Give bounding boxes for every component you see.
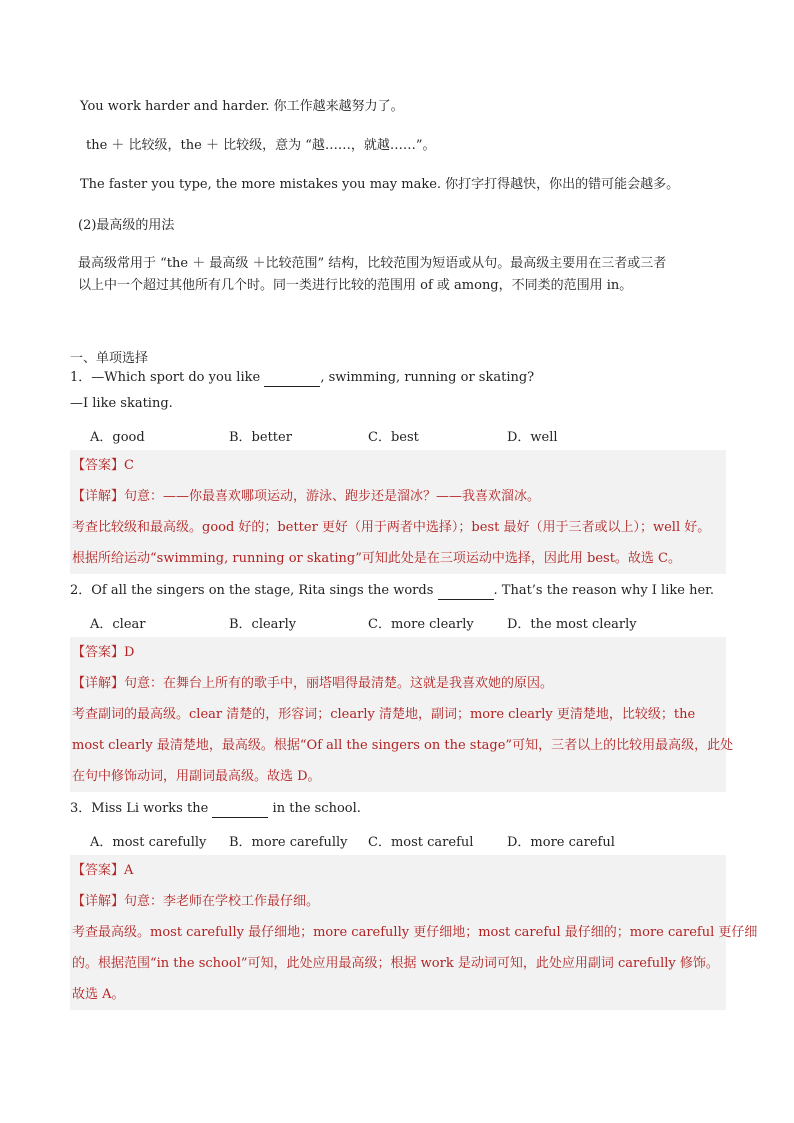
stem-text: in the school. — [268, 801, 361, 816]
answer-row — [72, 855, 726, 886]
stem-text: . That’s the reason why I like her. — [493, 583, 715, 598]
intro-line-2: the ＋ 比较级，the ＋ 比较级，意为 “越……，就越……”。 — [86, 138, 436, 153]
detail-row: 根据所给运动“swimming, running or skating”可知此处是在三项运动中选择，因此用 best。故选 C。 — [72, 551, 682, 566]
detail-row: 考查最高级。most carefully 最仔细地；more carefully 更仔细地；most careful 最仔细的；more careful 更仔细 — [72, 925, 758, 940]
option-c: C．more clearly — [368, 617, 474, 632]
question-1-solution — [70, 450, 726, 574]
detail-row: 故选 A。 — [72, 987, 125, 1002]
question-2-stem — [70, 582, 714, 600]
superlative-paragraph — [78, 253, 666, 297]
detail-label: 【详解】 — [72, 894, 125, 909]
stem-text: 1．—Which sport do you like — [70, 370, 265, 385]
detail-label: 【详解】 — [72, 489, 125, 504]
answer-blank — [212, 803, 268, 818]
paragraph-line: 最高级常用于 “the ＋ 最高级 ＋比较范围” 结构，比较范围为短语或从句。最高级主要用在三者或三者 — [78, 256, 667, 271]
answer-label: 【答案】 — [72, 863, 125, 878]
detail-row: 在句中修饰动词，用副词最高级。故选 D。 — [72, 769, 321, 784]
answer-label: 【答案】 — [72, 458, 125, 473]
detail-label: 【详解】 — [72, 676, 125, 691]
option-b: B．more carefully — [229, 835, 348, 850]
option-d: D．more careful — [507, 835, 615, 850]
option-a: A．most carefully — [90, 835, 207, 850]
option-d: D．well — [507, 430, 558, 445]
detail-text: 句意：李老师在学校工作最仔细。 — [124, 894, 320, 909]
answer-value: D — [124, 645, 135, 660]
paragraph-line: 以上中一个超过其他所有几个时。同一类进行比较的范围用 of 或 among，不同类的范围用 in。 — [78, 278, 633, 293]
stem-text: 2．Of all the singers on the stage, Rita sings the words — [70, 583, 438, 598]
stem-text: , swimming, running or skating? — [320, 370, 535, 385]
detail-row — [72, 886, 726, 917]
option-b: B．better — [229, 430, 292, 445]
answer-blank — [264, 372, 320, 387]
detail-row: 的。根据范围“in the school”可知，此处应用最高级；根据 work 是动词可知，此处应用副词 carefully 修饰。 — [72, 956, 719, 971]
stem-text: 3．Miss Li works the — [70, 801, 213, 816]
question-2-options — [90, 613, 646, 632]
detail-text: 句意：在舞台上所有的歌手中，丽塔唱得最清楚。这就是我喜欢她的原因。 — [124, 676, 554, 691]
question-3-options — [90, 831, 646, 850]
question-1-options — [90, 426, 646, 445]
section-title: 一、单项选择 — [70, 351, 149, 366]
question-1-reply: —I like skating. — [70, 396, 173, 411]
option-b: B．clearly — [229, 617, 297, 632]
question-2-solution — [70, 637, 734, 792]
option-a: A．good — [90, 430, 145, 445]
question-3-solution — [70, 855, 758, 1010]
option-c: C．best — [368, 430, 419, 445]
answer-blank — [438, 585, 494, 600]
detail-text: 句意：——你最喜欢哪项运动，游泳、跑步还是溜冰？——我喜欢溜冰。 — [124, 489, 541, 504]
intro-line-1: You work harder and harder. 你工作越来越努力了。 — [80, 99, 404, 114]
option-d: D．the most clearly — [507, 617, 637, 632]
detail-row — [72, 668, 726, 699]
detail-row: 考查副词的最高级。clear 清楚的，形容词；clearly 清楚地，副词；more clearly 更清楚地，比较级；the — [72, 707, 696, 722]
option-a: A．clear — [90, 617, 146, 632]
question-1-stem — [70, 369, 534, 387]
answer-value: A — [124, 863, 134, 878]
answer-row — [72, 450, 726, 481]
detail-row — [72, 481, 726, 512]
option-c: C．most careful — [368, 835, 474, 850]
detail-row: 考查比较级和最高级。good 好的；better 更好（用于两者中选择）；best 最好（用于三者或以上）；well 好。 — [72, 520, 711, 535]
intro-line-3: The faster you type, the more mistakes you may make. 你打字打得越快，你出的错可能会越多。 — [80, 177, 680, 192]
answer-value: C — [124, 458, 134, 473]
answer-row — [72, 637, 726, 668]
detail-row: most clearly 最清楚地，最高级。根据“Of all the singers on the stage”可知，三者以上的比较用最高级，此处 — [72, 738, 734, 753]
superlative-heading: (2)最高级的用法 — [78, 218, 175, 233]
question-3-stem — [70, 800, 361, 818]
answer-label: 【答案】 — [72, 645, 125, 660]
